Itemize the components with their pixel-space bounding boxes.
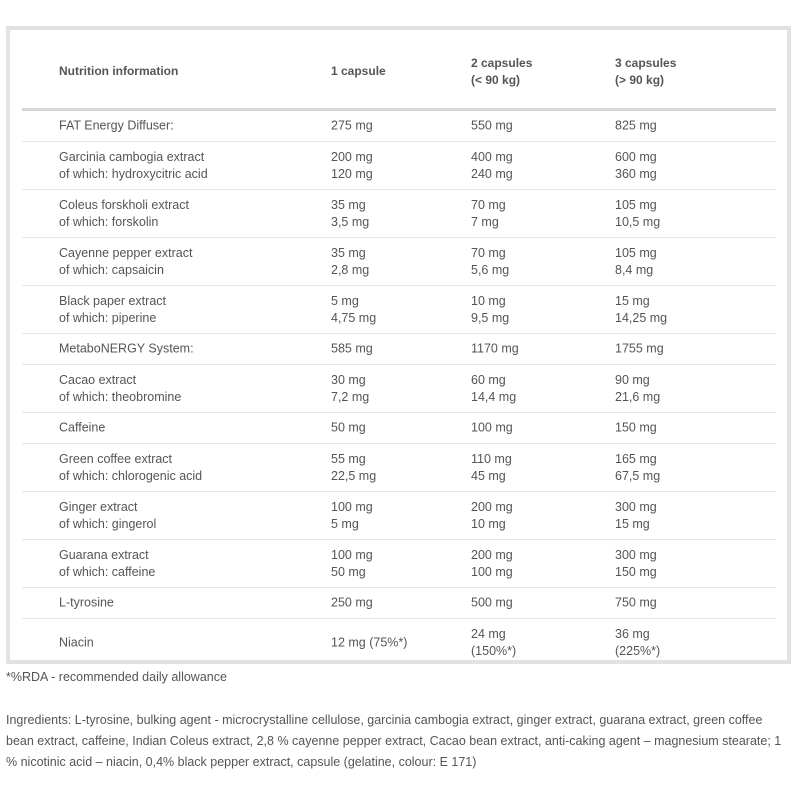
cell-line: 400 mg <box>471 149 513 164</box>
cell-line: 7 mg <box>471 214 499 229</box>
amount-cell <box>615 341 664 358</box>
cell-line: 110 mg <box>471 451 512 466</box>
ingredients-text: Ingredients: L-tyrosine, bulking agent - microcrystalline cellulose, garcinia cambogia extract, ginger extract, guarana extract, green coffee bean extract, caffeine, Indian Coleus extract, 2,8 % cayenne pepper extract, Cacao bean extract, anti-caking agent – magnesium stearate; 1 % nicotinic acid – niacin, 0,4% black pepper extract, capsule (gelatine, colour: E 171) <box>6 713 782 769</box>
amount-cell <box>471 245 509 279</box>
cell-line: 14,4 mg <box>471 389 517 404</box>
table-row <box>22 619 776 666</box>
amount-cell <box>331 245 369 279</box>
header-2-capsules <box>471 55 532 89</box>
cell-line: 15 mg <box>615 516 650 531</box>
amount-cell <box>471 293 509 327</box>
cell-line: 2,8 mg <box>331 262 370 277</box>
nutrient-name-cell <box>59 634 94 651</box>
cell-line: 105 mg <box>615 245 657 260</box>
nutrient-name-cell <box>59 499 156 533</box>
table-row <box>22 492 776 540</box>
amount-cell <box>615 149 657 183</box>
header-1-capsule: 1 capsule <box>331 64 386 78</box>
table-row <box>22 111 776 142</box>
table-row <box>22 413 776 444</box>
cell-line: 5,6 mg <box>471 262 510 277</box>
nutrient-name-cell <box>59 595 114 612</box>
amount-cell <box>615 293 667 327</box>
rda-footnote: *%RDA - recommended daily allowance <box>6 670 227 684</box>
cell-line: 150 mg <box>615 564 657 579</box>
cell-line: 300 mg <box>615 547 657 562</box>
cell-line: of which: caffeine <box>59 564 156 579</box>
amount-cell <box>615 451 660 485</box>
nutrient-name-cell <box>59 451 202 485</box>
nutrient-name-cell <box>59 197 189 231</box>
amount-cell <box>615 626 660 660</box>
nutrient-name-cell <box>59 118 174 135</box>
cell-line: 165 mg <box>615 451 657 466</box>
cell-line: 500 mg <box>471 595 513 610</box>
cell-line: 5 mg <box>331 516 359 531</box>
cell-line: 8,4 mg <box>615 262 654 277</box>
amount-cell <box>615 245 657 279</box>
amount-cell <box>471 420 513 437</box>
cell-line: 50 mg <box>331 420 366 435</box>
cell-line: (150%*) <box>471 643 517 658</box>
amount-cell <box>331 341 373 358</box>
table-row <box>22 365 776 413</box>
cell-line: 200 mg <box>471 499 513 514</box>
cell-line: 7,2 mg <box>331 389 370 404</box>
amount-cell <box>471 547 513 581</box>
cell-line: of which: theobromine <box>59 389 182 404</box>
cell-line: FAT Energy Diffuser: <box>59 118 174 133</box>
table-header <box>22 30 776 111</box>
header-3-capsules <box>615 55 676 89</box>
cell-line: 600 mg <box>615 149 657 164</box>
cell-line: of which: forskolin <box>59 214 159 229</box>
cell-line: 10 mg <box>471 516 506 531</box>
cell-line: Niacin <box>59 635 94 649</box>
cell-line: Caffeine <box>59 420 106 435</box>
cell-line: L-tyrosine <box>59 595 114 610</box>
header-2-capsules-title: 2 capsules <box>471 56 533 70</box>
amount-cell <box>331 149 373 183</box>
amount-cell <box>331 595 373 612</box>
cell-line: 10 mg <box>471 293 506 308</box>
cell-line: 45 mg <box>471 468 506 483</box>
table-row <box>22 142 776 190</box>
cell-line: 300 mg <box>615 499 657 514</box>
cell-line: 12 mg (75%*) <box>331 635 408 649</box>
amount-cell <box>471 372 516 406</box>
amount-cell <box>331 451 376 485</box>
amount-cell <box>471 595 513 612</box>
nutrient-name-cell <box>59 149 208 183</box>
table-row <box>22 588 776 619</box>
nutrient-name-cell <box>59 245 192 279</box>
cell-line: (225%*) <box>615 643 661 658</box>
amount-cell <box>331 118 373 135</box>
cell-line: 30 mg <box>331 372 366 387</box>
cell-line: Black paper extract <box>59 293 166 308</box>
table-body <box>22 111 776 666</box>
amount-cell <box>471 149 513 183</box>
cell-line: 250 mg <box>331 595 373 610</box>
cell-line: 150 mg <box>615 420 657 435</box>
cell-line: 100 mg <box>331 499 373 514</box>
cell-line: 240 mg <box>471 166 513 181</box>
cell-line: 70 mg <box>471 197 506 212</box>
nutrition-table <box>6 26 791 664</box>
cell-line: 105 mg <box>615 197 657 212</box>
cell-line: MetaboNERGY System: <box>59 341 194 356</box>
cell-line: of which: gingerol <box>59 516 157 531</box>
cell-line: 1755 mg <box>615 341 664 356</box>
cell-line: 750 mg <box>615 595 657 610</box>
nutrient-name-cell <box>59 420 105 437</box>
amount-cell <box>615 547 657 581</box>
amount-cell <box>331 420 366 437</box>
amount-cell <box>615 499 657 533</box>
cell-line: 35 mg <box>331 197 366 212</box>
nutrient-name-cell <box>59 547 155 581</box>
table-row <box>22 540 776 588</box>
amount-cell <box>471 197 506 231</box>
table-row <box>22 444 776 492</box>
cell-line: 60 mg <box>471 372 506 387</box>
cell-line: 100 mg <box>331 547 373 562</box>
amount-cell <box>471 118 513 135</box>
amount-cell <box>615 420 657 437</box>
cell-line: 14,25 mg <box>615 310 668 325</box>
cell-line: 9,5 mg <box>471 310 510 325</box>
table-row <box>22 334 776 365</box>
cell-line: 67,5 mg <box>615 468 661 483</box>
cell-line: 120 mg <box>331 166 373 181</box>
cell-line: of which: piperine <box>59 310 157 325</box>
cell-line: of which: chlorogenic acid <box>59 468 203 483</box>
cell-line: 550 mg <box>471 118 513 133</box>
amount-cell <box>331 634 407 651</box>
amount-cell <box>615 372 660 406</box>
header-2-capsules-subtitle: (< 90 kg) <box>471 73 521 87</box>
cell-line: Coleus forskholi extract <box>59 197 189 212</box>
cell-line: Cayenne pepper extract <box>59 245 193 260</box>
cell-line: 360 mg <box>615 166 657 181</box>
amount-cell <box>615 118 657 135</box>
amount-cell <box>331 547 373 581</box>
nutrient-name-cell <box>59 341 194 358</box>
table-row <box>22 238 776 286</box>
amount-cell <box>615 595 657 612</box>
cell-line: Ginger extract <box>59 499 138 514</box>
cell-line: 825 mg <box>615 118 657 133</box>
cell-line: 70 mg <box>471 245 506 260</box>
cell-line: Green coffee extract <box>59 451 173 466</box>
nutrient-name-cell <box>59 372 181 406</box>
amount-cell <box>331 293 376 327</box>
cell-line: 200 mg <box>331 149 373 164</box>
cell-line: 5 mg <box>331 293 359 308</box>
cell-line: 55 mg <box>331 451 366 466</box>
cell-line: 585 mg <box>331 341 373 356</box>
cell-line: 100 mg <box>471 420 513 435</box>
amount-cell <box>615 197 660 231</box>
cell-line: 22,5 mg <box>331 468 377 483</box>
cell-line: 35 mg <box>331 245 366 260</box>
cell-line: 36 mg <box>615 626 650 641</box>
cell-line: 50 mg <box>331 564 366 579</box>
cell-line: 90 mg <box>615 372 650 387</box>
nutrient-name-cell <box>59 293 166 327</box>
cell-line: 24 mg <box>471 626 506 641</box>
amount-cell <box>471 499 513 533</box>
cell-line: 100 mg <box>471 564 513 579</box>
amount-cell <box>331 197 369 231</box>
cell-line: 275 mg <box>331 118 373 133</box>
amount-cell <box>331 499 373 533</box>
header-3-capsules-subtitle: (> 90 kg) <box>615 73 665 87</box>
cell-line: 4,75 mg <box>331 310 377 325</box>
cell-line: Cacao extract <box>59 372 137 387</box>
cell-line: Garcinia cambogia extract <box>59 149 205 164</box>
cell-line: Guarana extract <box>59 547 149 562</box>
amount-cell <box>471 451 512 485</box>
cell-line: 3,5 mg <box>331 214 370 229</box>
table-row <box>22 190 776 238</box>
cell-line: of which: hydroxycitric acid <box>59 166 208 181</box>
header-3-capsules-title: 3 capsules <box>615 56 677 70</box>
header-nutrition-information: Nutrition information <box>59 64 179 78</box>
cell-line: 10,5 mg <box>615 214 661 229</box>
amount-cell <box>331 372 369 406</box>
cell-line: 1170 mg <box>471 341 519 356</box>
amount-cell <box>471 341 519 358</box>
cell-line: of which: capsaicin <box>59 262 164 277</box>
cell-line: 200 mg <box>471 547 513 562</box>
amount-cell <box>471 626 516 660</box>
table-row <box>22 286 776 334</box>
cell-line: 15 mg <box>615 293 650 308</box>
cell-line: 21,6 mg <box>615 389 661 404</box>
